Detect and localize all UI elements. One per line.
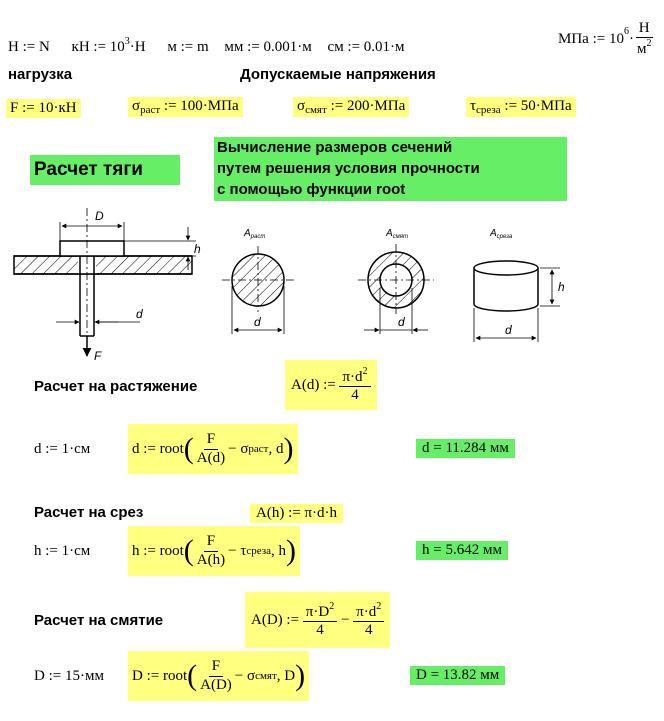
crush-root-fraction <box>197 658 235 694</box>
unit-mpa-fraction <box>634 20 655 59</box>
crush-root-formula: D := root ( $\frac{F}{A(D)}$ − σ смят , D ) <box>128 651 309 701</box>
crush-root-var: , D <box>276 667 296 684</box>
crush-initial-guess: D := 15·мм <box>34 668 104 684</box>
crush-area-formula <box>245 592 390 648</box>
shear-stress-definition <box>466 97 576 117</box>
tension-root-den: A(d) <box>196 449 226 466</box>
shear-root-lhs: h := root <box>132 542 184 559</box>
crush-root-den: A(D) <box>200 676 232 693</box>
unit-kn-exp: 3 <box>124 36 130 47</box>
tension-area-num <box>339 366 370 387</box>
unit-mpa-num: Н <box>636 20 653 38</box>
crush-area-num-2-exp: 2 <box>376 600 382 612</box>
tension-area-formula <box>285 360 377 410</box>
crush-area-num-1-exp: 2 <box>329 600 335 612</box>
unit-megapascal <box>558 20 654 59</box>
tension-root-formula: d := root ( $\frac{F}{A(d)}$ − σ раст , d ) <box>128 424 298 474</box>
area-crush-label: $A_{смят}$ <box>386 228 408 240</box>
tension-root-num: F <box>204 431 218 449</box>
force-definition: F := 10·кН <box>6 99 81 118</box>
unit-centimeter: см := 0.01·м <box>327 39 405 55</box>
section-shear-cylinder <box>474 261 538 311</box>
crush-area-num-2 <box>353 601 384 622</box>
crush-area-num-1-base: π·D <box>305 603 330 620</box>
shear-root-formula: h := root ( $\frac{F}{A(h)}$ − τ среза , h ) <box>128 526 300 576</box>
crush-area-den-2: 4 <box>364 622 373 638</box>
shear-heading: Расчет на срез <box>34 504 144 521</box>
shear-root-num: F <box>204 533 218 551</box>
crush-root-minus: − σ <box>234 667 256 684</box>
crush-area-den-1: 4 <box>316 622 324 638</box>
unit-millimeter: мм := 0.001·м <box>224 39 312 55</box>
unit-newton: Н := N <box>8 39 50 55</box>
force-F-label: F <box>94 349 102 363</box>
sigma-sub: смят <box>305 104 327 116</box>
tau-symbol: τ <box>470 98 477 114</box>
method-note-line-1: Вычисление размеров сечений <box>217 139 453 156</box>
tension-root-var: , d <box>268 440 284 457</box>
sigma-symbol: σ <box>132 98 141 114</box>
crush-area-num-2-base: π·d <box>356 603 377 620</box>
unit-mpa-den-exp: 2 <box>646 38 652 50</box>
section-tension-d-label: d <box>254 315 261 329</box>
crush-root-lhs: D := root <box>132 667 188 684</box>
crush-area-lhs: A(D) := <box>251 611 300 628</box>
allowable-stress-heading: Допускаемые напряжения <box>240 66 436 83</box>
shear-initial-guess: h := 1·см <box>34 543 91 559</box>
tension-heading: Расчет на растяжение <box>34 378 198 395</box>
tension-area-fraction <box>339 366 370 405</box>
area-tension-label: $A_{раст}$ <box>244 228 266 240</box>
crush-area-num-1 <box>303 601 337 622</box>
crush-result: D = 13.82 мм <box>410 666 505 685</box>
unit-mpa-base: МПа := 10 <box>558 30 624 47</box>
method-note-line-3: с помощью функции root <box>217 181 406 198</box>
shear-root-fraction <box>194 533 228 569</box>
section-shear-h-label: h <box>558 280 565 294</box>
tension-initial-guess: d := 1·см <box>34 441 91 457</box>
crush-root-num: F <box>209 658 223 676</box>
dim-D-label: D <box>95 209 104 223</box>
unit-mpa-den <box>634 38 655 58</box>
method-note-line-2: путем решения условия прочности <box>217 160 480 177</box>
dim-h-label: h <box>194 242 201 256</box>
tau-sub: среза <box>476 104 501 116</box>
unit-definitions <box>8 36 405 56</box>
shear-root-minus: − τ <box>228 542 247 559</box>
crush-area-fraction-1 <box>303 601 337 640</box>
load-heading: нагрузка <box>8 66 73 83</box>
crush-root-sub: смят <box>255 670 277 682</box>
unit-mpa-dot: · <box>628 30 634 47</box>
tension-area-num-base: π·d <box>342 368 363 385</box>
rod-drawing <box>0 200 664 368</box>
shear-root-sub: среза <box>246 545 272 557</box>
tension-area-num-exp: 2 <box>362 365 368 377</box>
unit-mpa-exp: 6 <box>623 25 629 37</box>
unit-mpa-den-base: м <box>636 41 647 58</box>
tension-area-lhs: A(d) := <box>291 376 336 393</box>
tension-stress-definition <box>128 97 243 117</box>
shear-result: h = 5.642 мм <box>416 541 508 560</box>
tension-root-lhs: d := root <box>132 440 184 457</box>
section-shear-d-label: d <box>505 323 512 337</box>
section-crush-d-label: d <box>398 315 405 329</box>
unit-kilonewton <box>71 36 146 55</box>
shear-area-formula: A(h) := π·d·h <box>250 504 343 523</box>
section-title: Расчет тяги <box>30 155 180 185</box>
tension-root-sub: раст <box>248 443 269 455</box>
sigma-symbol: σ <box>297 98 306 114</box>
rod-head <box>60 241 124 256</box>
plate-section <box>14 256 192 274</box>
shear-stress-value: := 50·МПа <box>500 98 572 114</box>
tension-stress-value: := 100·МПа <box>160 98 239 114</box>
crush-stress-definition <box>293 97 409 117</box>
unit-kn-tail: ·Н <box>129 39 146 55</box>
area-shear-label: $A_{среза}$ <box>490 228 513 240</box>
shear-root-den: A(h) <box>196 551 226 568</box>
unit-meter: м := m <box>167 39 209 55</box>
dim-d-label: d <box>136 307 143 321</box>
shear-root-var: , h <box>271 542 287 559</box>
crush-stress-value: := 200·МПа <box>326 98 406 114</box>
crush-heading: Расчет на смятие <box>34 612 164 629</box>
tension-root-minus: − σ <box>228 440 249 457</box>
sigma-sub: раст <box>140 104 161 116</box>
tension-area-den: 4 <box>351 387 359 403</box>
unit-kn-base: кН := 10 <box>71 39 125 55</box>
tension-root-fraction <box>194 431 228 467</box>
tension-result: d = 11.284 мм <box>416 439 515 458</box>
crush-area-minus: − <box>340 611 350 628</box>
method-note <box>214 137 567 201</box>
crush-area-fraction-2 <box>353 601 384 640</box>
